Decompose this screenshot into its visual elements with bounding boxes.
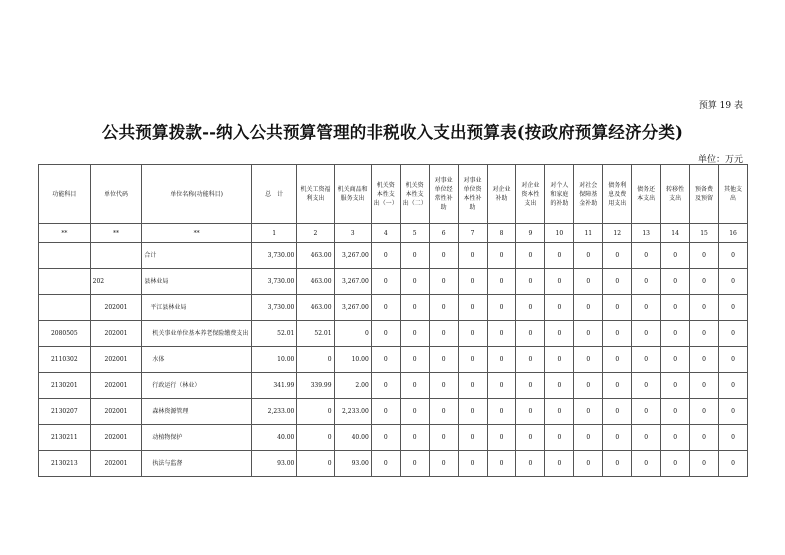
table-row-cell: 合计 <box>142 243 252 269</box>
table-row-cell: 0 <box>661 295 690 321</box>
table-row-cell: 0 <box>516 373 545 399</box>
table-row-cell: 0 <box>487 373 516 399</box>
index-row-cell: 2 <box>297 224 334 243</box>
header-row-cell: 预备费及预留 <box>690 165 719 224</box>
table-row-cell: 3,267.00 <box>334 295 371 321</box>
table-row <box>39 373 748 399</box>
table-row-cell: 0 <box>690 399 719 425</box>
table-row-cell: 0 <box>719 321 748 347</box>
index-row-cell: 9 <box>516 224 545 243</box>
header-row-cell: 对事业单位经常性补助 <box>429 165 458 224</box>
table-row-cell: 0 <box>458 295 487 321</box>
table-row <box>39 347 748 373</box>
table-row-cell: 0 <box>487 243 516 269</box>
table-row-cell: 0 <box>458 321 487 347</box>
table-row-cell: 0 <box>661 269 690 295</box>
table-row-cell: 0 <box>487 295 516 321</box>
table-row-cell: 0 <box>574 373 603 399</box>
unit-label: 单位：万元 <box>697 155 743 165</box>
table-row-cell: 0 <box>458 451 487 477</box>
table-row-cell: 202001 <box>90 451 142 477</box>
table-row-cell: 3,730.00 <box>251 243 296 269</box>
index-row-cell: 14 <box>661 224 690 243</box>
index-row-cell: 10 <box>545 224 574 243</box>
table-row-cell: 0 <box>516 399 545 425</box>
index-row-cell: 16 <box>719 224 748 243</box>
table-row-cell: 0 <box>603 373 632 399</box>
header-row-cell: 对个人和家庭的补助 <box>545 165 574 224</box>
table-row-cell: 2.00 <box>334 373 371 399</box>
table-row-cell: 0 <box>719 425 748 451</box>
table-row-cell: 0 <box>574 347 603 373</box>
table-row-cell: 463.00 <box>297 243 334 269</box>
table-row-cell: 0 <box>371 399 400 425</box>
table-row-cell: 0 <box>603 269 632 295</box>
header-row-cell: 对企业资本性支出 <box>516 165 545 224</box>
header-row-cell: 转移性支出 <box>661 165 690 224</box>
table-row-cell: 0 <box>429 295 458 321</box>
table-row-cell: 0 <box>690 295 719 321</box>
table-row-cell: 0 <box>661 425 690 451</box>
table-row-cell: 0 <box>371 425 400 451</box>
table-row-cell: 0 <box>487 321 516 347</box>
table-row-cell: 0 <box>603 451 632 477</box>
table-row <box>39 269 748 295</box>
table-row-cell: 202001 <box>90 347 142 373</box>
table-row-cell: 0 <box>545 321 574 347</box>
table-row-cell <box>39 269 91 295</box>
table-row-cell: 平江县林业局 <box>142 295 252 321</box>
table-row-cell: 0 <box>487 269 516 295</box>
table-row-cell: 3,730.00 <box>251 269 296 295</box>
table-row-cell: 202001 <box>90 399 142 425</box>
table-row <box>39 451 748 477</box>
table-row-cell: 0 <box>632 451 661 477</box>
table-row-cell: 0 <box>429 425 458 451</box>
table-row-cell: 0 <box>574 269 603 295</box>
table-row-cell: 0 <box>516 451 545 477</box>
header-row-cell: 对企业补助 <box>487 165 516 224</box>
header-row-cell: 机关工资福利支出 <box>297 165 334 224</box>
table-row-cell: 0 <box>487 399 516 425</box>
table-row-cell: 2110302 <box>39 347 91 373</box>
table-row-cell: 0 <box>719 373 748 399</box>
table-row-cell: 0 <box>661 399 690 425</box>
table-body <box>39 165 748 477</box>
index-row <box>39 224 748 243</box>
table-row-cell: 0 <box>719 347 748 373</box>
table-row-cell: 202001 <box>90 295 142 321</box>
table-row-cell: 10.00 <box>251 347 296 373</box>
table-row-cell: 0 <box>400 347 429 373</box>
table-row-cell: 2,233.00 <box>251 399 296 425</box>
table-row-cell: 0 <box>516 347 545 373</box>
table-row-cell: 2080505 <box>39 321 91 347</box>
table-row-cell: 0 <box>632 347 661 373</box>
table-row-cell: 0 <box>632 243 661 269</box>
table-row-cell: 52.01 <box>297 321 334 347</box>
table-row-cell: 0 <box>400 243 429 269</box>
table-row-cell: 0 <box>690 347 719 373</box>
form-number: 预算 19 表 <box>698 101 743 111</box>
table-row-cell: 93.00 <box>251 451 296 477</box>
index-row-cell: 15 <box>690 224 719 243</box>
index-row-cell: 12 <box>603 224 632 243</box>
table-row-cell: 0 <box>545 399 574 425</box>
table-row-cell: 0 <box>574 425 603 451</box>
table-row-cell: 0 <box>574 295 603 321</box>
table-row-cell: 0 <box>603 347 632 373</box>
table-row-cell: 0 <box>334 321 371 347</box>
table-row-cell: 0 <box>516 425 545 451</box>
table-row-cell: 202 <box>90 269 142 295</box>
header-row-cell: 机关资本性支出（一） <box>371 165 400 224</box>
table-row-cell: 3,267.00 <box>334 243 371 269</box>
table-row-cell: 执法与监督 <box>142 451 252 477</box>
table-row-cell: 县林业局 <box>142 269 252 295</box>
index-row-cell: 11 <box>574 224 603 243</box>
index-row-cell: ** <box>39 224 91 243</box>
table-row-cell: 0 <box>516 295 545 321</box>
header-row-cell: 对事业单位资本性补助 <box>458 165 487 224</box>
table-row-cell: 0 <box>632 373 661 399</box>
table-row-cell: 0 <box>632 269 661 295</box>
table-row-cell: 2130213 <box>39 451 91 477</box>
table-row-cell: 0 <box>632 321 661 347</box>
table-row <box>39 295 748 321</box>
table-row-cell: 0 <box>371 295 400 321</box>
table-row-cell: 0 <box>719 269 748 295</box>
header-row-cell: 债务利息及费用支出 <box>603 165 632 224</box>
table-row-cell: 0 <box>603 295 632 321</box>
table-row-cell: 0 <box>632 425 661 451</box>
index-row-cell: 13 <box>632 224 661 243</box>
table-row-cell: 0 <box>297 425 334 451</box>
header-row-cell: 总 计 <box>251 165 296 224</box>
table-row <box>39 321 748 347</box>
table-row-cell: 0 <box>516 321 545 347</box>
table-row-cell: 0 <box>371 321 400 347</box>
table-row-cell: 0 <box>458 347 487 373</box>
table-row-cell: 0 <box>661 451 690 477</box>
header-row-cell: 单位名称(功能科目) <box>142 165 252 224</box>
index-row-cell: 7 <box>458 224 487 243</box>
table-row-cell: 0 <box>545 451 574 477</box>
table-row-cell: 0 <box>545 295 574 321</box>
index-row-cell: 5 <box>400 224 429 243</box>
table-row-cell: 0 <box>690 425 719 451</box>
table-row-cell <box>90 243 142 269</box>
table-row-cell: 2,233.00 <box>334 399 371 425</box>
table-row-cell: 0 <box>719 451 748 477</box>
table-row-cell: 202001 <box>90 425 142 451</box>
table-row-cell: 341.99 <box>251 373 296 399</box>
table-row-cell: 0 <box>545 243 574 269</box>
table-row-cell: 0 <box>371 451 400 477</box>
table-row-cell: 40.00 <box>251 425 296 451</box>
table-row-cell: 0 <box>574 243 603 269</box>
table-row-cell: 0 <box>603 321 632 347</box>
table-row-cell: 0 <box>429 373 458 399</box>
table-row-cell: 0 <box>429 321 458 347</box>
table-row-cell: 0 <box>429 347 458 373</box>
table-row-cell: 0 <box>487 451 516 477</box>
budget-table <box>38 164 748 477</box>
table-row-cell: 0 <box>574 321 603 347</box>
table-row-cell: 0 <box>632 295 661 321</box>
index-row-cell: 6 <box>429 224 458 243</box>
table-row-cell: 0 <box>516 269 545 295</box>
header-row <box>39 165 748 224</box>
index-row-cell: 4 <box>371 224 400 243</box>
table-row-cell: 0 <box>661 321 690 347</box>
table-row-cell: 52.01 <box>251 321 296 347</box>
header-row-cell: 债务还本支出 <box>632 165 661 224</box>
table-row-cell: 0 <box>632 399 661 425</box>
table-row-cell: 水体 <box>142 347 252 373</box>
table-row <box>39 243 748 269</box>
table-row-cell: 0 <box>690 269 719 295</box>
table-row-cell: 0 <box>371 243 400 269</box>
header-row-cell: 机关商品和服务支出 <box>334 165 371 224</box>
table-row-cell: 0 <box>429 269 458 295</box>
table-row-cell: 0 <box>297 347 334 373</box>
table-row-cell: 0 <box>487 425 516 451</box>
table-row-cell: 0 <box>690 321 719 347</box>
table-row-cell: 3,730.00 <box>251 295 296 321</box>
table-row-cell: 0 <box>719 399 748 425</box>
table-row-cell: 0 <box>661 243 690 269</box>
index-row-cell: 3 <box>334 224 371 243</box>
index-row-cell: 1 <box>251 224 296 243</box>
table-row-cell: 40.00 <box>334 425 371 451</box>
index-row-cell: ** <box>142 224 252 243</box>
table-row-cell: 0 <box>516 243 545 269</box>
header-row-cell: 其他支出 <box>719 165 748 224</box>
table-row-cell: 202001 <box>90 321 142 347</box>
table-row-cell: 0 <box>545 425 574 451</box>
table-row-cell: 0 <box>371 347 400 373</box>
table-row-cell: 0 <box>574 451 603 477</box>
table-row-cell: 0 <box>458 243 487 269</box>
table-row-cell: 3,267.00 <box>334 269 371 295</box>
table-row-cell: 0 <box>458 269 487 295</box>
table-row-cell: 2130207 <box>39 399 91 425</box>
table-row-cell: 0 <box>371 269 400 295</box>
table-row-cell: 0 <box>458 373 487 399</box>
table-row-cell: 0 <box>545 373 574 399</box>
table-row-cell: 2130201 <box>39 373 91 399</box>
header-row-cell: 机关资本性支出（二） <box>400 165 429 224</box>
header-row-cell: 功能科目 <box>39 165 91 224</box>
table-row-cell: 0 <box>400 451 429 477</box>
table-row-cell: 0 <box>545 347 574 373</box>
table-row-cell: 行政运行（林业） <box>142 373 252 399</box>
table-row-cell: 0 <box>690 243 719 269</box>
table-row-cell: 0 <box>429 399 458 425</box>
table-row-cell: 0 <box>429 243 458 269</box>
index-row-cell: 8 <box>487 224 516 243</box>
index-row-cell: ** <box>90 224 142 243</box>
table-row-cell: 0 <box>690 373 719 399</box>
table-row-cell: 202001 <box>90 373 142 399</box>
table-row-cell: 0 <box>661 373 690 399</box>
table-row-cell: 463.00 <box>297 269 334 295</box>
table-row-cell: 0 <box>371 373 400 399</box>
table-row <box>39 399 748 425</box>
table-row-cell: 0 <box>400 425 429 451</box>
table-row-cell: 机关事业单位基本养老保险缴费支出 <box>142 321 252 347</box>
table-row <box>39 425 748 451</box>
table-row-cell: 0 <box>458 399 487 425</box>
page-title: 公共预算拨款--纳入公共预算管理的非税收入支出预算表(按政府预算经济分类) <box>101 123 684 142</box>
table-row-cell: 0 <box>661 347 690 373</box>
table-row-cell: 2130211 <box>39 425 91 451</box>
table-row-cell: 森林资源管理 <box>142 399 252 425</box>
table-row-cell: 0 <box>603 425 632 451</box>
header-row-cell: 单位代码 <box>90 165 142 224</box>
table-row-cell: 动植物保护 <box>142 425 252 451</box>
table-row-cell: 0 <box>400 373 429 399</box>
table-row-cell: 339.99 <box>297 373 334 399</box>
table-row-cell: 93.00 <box>334 451 371 477</box>
header-row-cell: 对社会保障基金补助 <box>574 165 603 224</box>
table-row-cell: 0 <box>574 399 603 425</box>
table-row-cell: 0 <box>545 269 574 295</box>
table-row-cell: 0 <box>400 269 429 295</box>
table-row-cell: 0 <box>487 347 516 373</box>
table-row-cell: 0 <box>719 295 748 321</box>
table-row-cell: 0 <box>458 425 487 451</box>
table-row-cell: 10.00 <box>334 347 371 373</box>
table-row-cell: 0 <box>297 399 334 425</box>
table-row-cell: 0 <box>603 399 632 425</box>
table-row-cell <box>39 295 91 321</box>
table-row-cell: 0 <box>400 321 429 347</box>
table-row-cell: 0 <box>297 451 334 477</box>
table-row-cell: 0 <box>603 243 632 269</box>
table-row-cell: 0 <box>429 451 458 477</box>
table-row-cell: 0 <box>719 243 748 269</box>
table-row-cell: 0 <box>400 399 429 425</box>
table-row-cell: 0 <box>690 451 719 477</box>
table-row-cell: 0 <box>400 295 429 321</box>
table-row-cell: 463.00 <box>297 295 334 321</box>
table-row-cell <box>39 243 91 269</box>
